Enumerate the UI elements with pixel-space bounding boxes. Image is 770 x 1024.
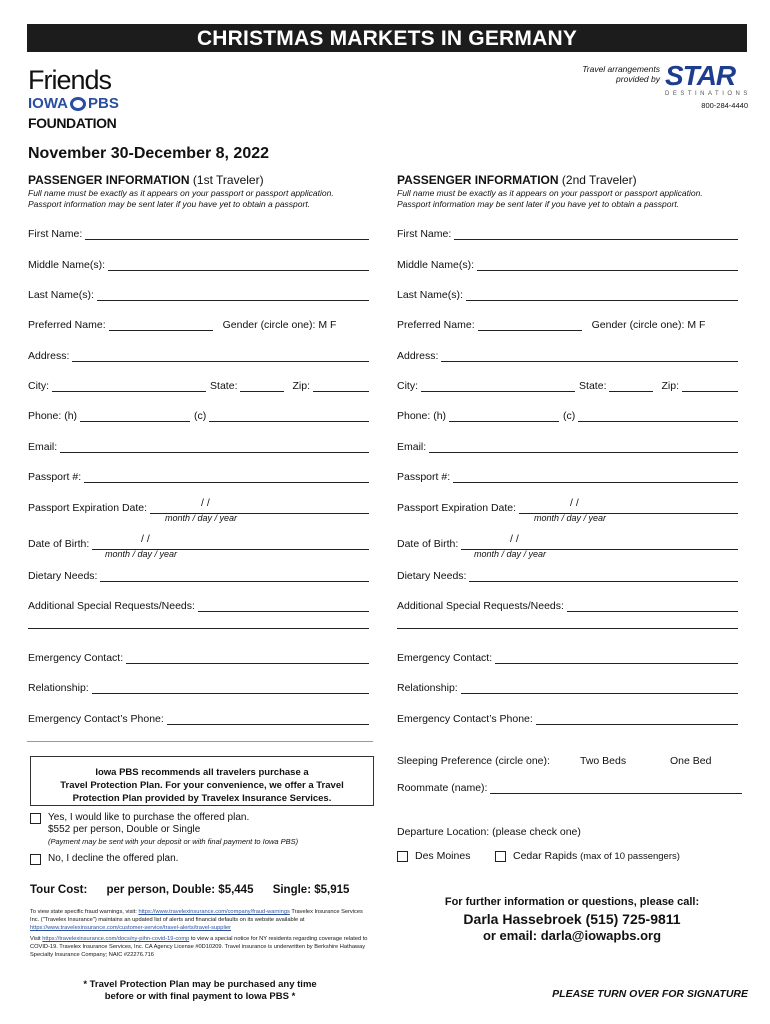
t1-emergency-contact-field xyxy=(28,650,373,664)
t2-passport-expiration-field xyxy=(397,500,742,514)
t1-last-names-input[interactable] xyxy=(97,291,369,301)
t1-emergency-phone-label: Emergency Contact’s Phone: xyxy=(28,713,164,725)
t1-dietary-needs-field xyxy=(28,568,373,582)
t2-passport-expiration-label: Passport Expiration Date: xyxy=(397,502,517,514)
t1-emergency-phone-input[interactable] xyxy=(167,715,369,725)
t2-email-input[interactable] xyxy=(429,443,738,453)
passport-note: Full name must be exactly as it appears on your passport or passport application. Passport information may be sent later if you have yet to obtain a passport. xyxy=(397,188,703,209)
t2-state-label: State: xyxy=(579,380,607,392)
t2-phone-cell-label: (c) xyxy=(563,410,576,422)
t2-city-input[interactable] xyxy=(421,382,575,392)
one-bed-option[interactable]: One Bed xyxy=(670,755,712,767)
t1-city-input[interactable] xyxy=(52,382,206,392)
t2-special-requests-label: Additional Special Requests/Needs: xyxy=(397,600,564,612)
t2-last-names-label: Last Name(s): xyxy=(397,289,463,301)
t2-passport-expiration-slashes: / / xyxy=(570,497,579,509)
t1-passport-expiration-slashes: / / xyxy=(201,497,210,509)
t1-middle-names-label: Middle Name(s): xyxy=(28,259,106,271)
traveler-2-section xyxy=(397,173,742,210)
t1-dietary-needs-label: Dietary Needs: xyxy=(28,570,98,582)
t2-passport-expiration-hint: month / day / year xyxy=(534,513,607,523)
t2-date-of-birth-hint: month / day / year xyxy=(474,549,547,559)
t2-email-label: Email: xyxy=(397,441,427,453)
t1-state-label: State: xyxy=(210,380,238,392)
t2-emergency-phone-field xyxy=(397,711,742,725)
pbs-ring-icon xyxy=(70,97,86,111)
t2-special-requests-input[interactable] xyxy=(567,602,738,612)
t2-middle-names-field xyxy=(397,257,742,271)
star-sub: DESTINATIONS xyxy=(665,91,751,97)
traveler-1-heading: PASSENGER INFORMATION (1st Traveler) xyxy=(28,173,264,187)
t1-date-of-birth-slashes: / / xyxy=(141,533,150,545)
t2-dietary-needs-field xyxy=(397,568,742,582)
travel-by-line2: provided by xyxy=(616,74,660,84)
traveler-2-heading: PASSENGER INFORMATION (2nd Traveler) xyxy=(397,173,637,187)
t2-first-name-input[interactable] xyxy=(454,230,738,240)
roommate-label: Roommate (name): xyxy=(397,782,488,794)
t1-phone-cell-input[interactable] xyxy=(209,412,369,422)
t1-city-state-zip-row xyxy=(28,378,373,392)
t2-gender-label[interactable]: Gender (circle one): M F xyxy=(591,319,706,331)
t2-phone-row xyxy=(397,408,742,422)
t1-emergency-contact-input[interactable] xyxy=(126,654,369,664)
t1-first-name-field xyxy=(28,226,373,240)
t2-special-requests-field xyxy=(397,598,742,612)
t1-preferred-name-label: Preferred Name: xyxy=(28,319,106,331)
logo-iowa-pbs xyxy=(28,94,128,114)
t1-passport-expiration-input[interactable] xyxy=(150,504,369,514)
t1-date-of-birth-label: Date of Birth: xyxy=(28,538,90,550)
t2-passport-expiration-input[interactable] xyxy=(519,504,738,514)
cedar-rapids-hint: (max of 10 passengers) xyxy=(580,850,680,862)
t1-state-input[interactable] xyxy=(240,382,284,392)
t2-state-input[interactable] xyxy=(609,382,653,392)
t1-passport-number-field xyxy=(28,469,373,483)
t1-dietary-needs-input[interactable] xyxy=(100,572,369,582)
cedar-rapids-option xyxy=(495,850,680,862)
t2-preferred-gender-row xyxy=(397,317,742,331)
section-divider xyxy=(27,741,373,742)
t1-date-of-birth-hint: month / day / year xyxy=(105,549,178,559)
t2-date-of-birth-input[interactable] xyxy=(461,540,738,550)
tour-cost-single: Single: $5,915 xyxy=(272,884,350,896)
yes-payment-note: (Payment may be sent with your deposit or with final payment to Iowa PBS) xyxy=(48,837,299,846)
friends-iowa-pbs-logo xyxy=(28,66,128,132)
t2-emergency-contact-field xyxy=(397,650,742,664)
t1-email-label: Email: xyxy=(28,441,58,453)
t2-passport-number-input[interactable] xyxy=(453,473,738,483)
t1-email-field xyxy=(28,439,373,453)
t1-address-field xyxy=(28,348,373,362)
t2-middle-names-label: Middle Name(s): xyxy=(397,259,475,271)
t2-date-of-birth-slashes: / / xyxy=(510,533,519,545)
t1-phone-row xyxy=(28,408,373,422)
t1-special-requests-label: Additional Special Requests/Needs: xyxy=(28,600,195,612)
t2-emergency-phone-input[interactable] xyxy=(536,715,738,725)
t1-date-of-birth-input[interactable] xyxy=(92,540,369,550)
t1-emergency-contact-label: Emergency Contact: xyxy=(28,652,124,664)
t1-passport-expiration-hint: month / day / year xyxy=(165,513,238,523)
t1-special-requests-line2[interactable] xyxy=(28,628,369,629)
t1-passport-number-label: Passport #: xyxy=(28,471,82,483)
t1-phone-cell-label: (c) xyxy=(194,410,207,422)
traveler-1-section xyxy=(28,173,373,210)
no-label: No, I decline the offered plan. xyxy=(48,853,179,864)
t2-middle-names-input[interactable] xyxy=(477,261,738,271)
page-title: CHRISTMAS MARKETS IN GERMANY xyxy=(27,24,747,52)
t1-city-label: City: xyxy=(28,380,49,392)
t1-middle-names-field xyxy=(28,257,373,271)
t2-zip-label: Zip: xyxy=(661,380,679,392)
t2-date-of-birth-label: Date of Birth: xyxy=(397,538,459,550)
t2-relationship-label: Relationship: xyxy=(397,682,458,694)
t2-last-names-input[interactable] xyxy=(466,291,738,301)
t2-address-field xyxy=(397,348,742,362)
t2-date-of-birth-field xyxy=(397,536,742,550)
t1-zip-label: Zip: xyxy=(292,380,310,392)
passport-note: Full name must be exactly as it appears on your passport or passport application. Passport information may be sent later if you have yet to obtain a passport. xyxy=(28,188,334,209)
star-destinations-logo xyxy=(665,62,749,100)
t2-passport-number-field xyxy=(397,469,742,483)
departure-location-label: Departure Location: (please check one) xyxy=(397,826,581,838)
t2-relationship-input[interactable] xyxy=(461,684,738,694)
t1-preferred-gender-row xyxy=(28,317,373,331)
protection-plan-note: * Travel Protection Plan may be purchased any time before or with final payment to Iowa PBS * xyxy=(83,979,317,1002)
contact-info xyxy=(397,896,747,943)
t1-last-names-field xyxy=(28,287,373,301)
t1-email-input[interactable] xyxy=(60,443,369,453)
logo-pbs-text: PBS xyxy=(88,95,119,112)
t2-city-label: City: xyxy=(397,380,418,392)
yes-price: $552 per person, Double or Single xyxy=(48,824,201,835)
t1-relationship-field xyxy=(28,680,373,694)
t2-passport-number-label: Passport #: xyxy=(397,471,451,483)
insurance-yes-option xyxy=(30,812,298,848)
roommate-field xyxy=(397,782,742,794)
t2-dietary-needs-label: Dietary Needs: xyxy=(397,570,467,582)
two-beds-option[interactable]: Two Beds xyxy=(580,755,627,767)
fine-print: To view state specific fraud warnings, visit: https://www.travelexinsurance.com/company/fraud-warnings Travelex Insurance Services Inc. ("Travelex Insurance") maintains an updated list of alerts and financial defaults on its website available at https://www.travelexinsurance.com/customer-service/travel-alerts/travel-supplier Visit https://travelexinsurance.com/docs/ny-pihn-covid-19-comp to view a special notice for NY residents regarding coverage related to COVID-19. Travelex Insurance Services, Inc. CA Agency License #0D10209. Travel insurance is underwritten by Berkshire Hathaway Specialty Insurance Company; NAIC #22276.716 xyxy=(30,909,368,958)
t1-phone-home-input[interactable] xyxy=(80,412,190,422)
travel-by-line1: Travel arrangements xyxy=(582,64,660,74)
t1-first-name-input[interactable] xyxy=(85,230,369,240)
cedar-rapids-checkbox[interactable] xyxy=(495,851,506,862)
t2-preferred-name-input[interactable] xyxy=(478,321,582,331)
t1-middle-names-input[interactable] xyxy=(108,261,369,271)
t1-relationship-label: Relationship: xyxy=(28,682,89,694)
t1-date-of-birth-field xyxy=(28,536,373,550)
travel-alerts-link[interactable]: https://www.travelexinsurance.com/customer-service/travel-alerts/travel-supplier xyxy=(30,925,232,931)
t2-preferred-name-label: Preferred Name: xyxy=(397,319,475,331)
t1-passport-number-input[interactable] xyxy=(84,473,369,483)
t2-first-name-label: First Name: xyxy=(397,228,452,240)
t1-zip-input[interactable] xyxy=(313,382,369,392)
insurance-no-option xyxy=(30,853,178,865)
t2-phone-home-input[interactable] xyxy=(449,412,559,422)
t2-address-label: Address: xyxy=(397,350,439,362)
logo-friends: Friends xyxy=(28,65,112,95)
t1-address-label: Address: xyxy=(28,350,70,362)
t2-address-input[interactable] xyxy=(441,352,738,362)
tour-cost xyxy=(30,884,365,896)
t2-city-state-zip-row xyxy=(397,378,742,392)
logo-iowa-text: IOWA xyxy=(28,95,68,112)
t1-relationship-input[interactable] xyxy=(92,684,369,694)
trip-dates: November 30-December 8, 2022 xyxy=(28,145,270,162)
t1-special-requests-input[interactable] xyxy=(198,602,369,612)
t2-emergency-phone-label: Emergency Contact’s Phone: xyxy=(397,713,533,725)
insurance-no-checkbox[interactable] xyxy=(30,854,41,865)
t1-phone-home-label: Phone: (h) xyxy=(28,410,78,422)
t2-special-requests-line2[interactable] xyxy=(397,628,738,629)
insurance-yes-checkbox[interactable] xyxy=(30,813,41,824)
travel-arrangements-note xyxy=(582,64,660,84)
cedar-rapids-label: Cedar Rapids xyxy=(513,850,578,862)
t2-emergency-contact-input[interactable] xyxy=(495,654,738,664)
contact-email: or email: darla@iowapbs.org xyxy=(482,928,662,943)
t2-last-names-field xyxy=(397,287,742,301)
tour-cost-label: Tour Cost: xyxy=(30,884,88,896)
des-moines-label: Des Moines xyxy=(415,850,471,862)
contact-intro: For further information or questions, please call: xyxy=(444,896,700,908)
roommate-input[interactable] xyxy=(490,784,742,794)
t2-email-field xyxy=(397,439,742,453)
yes-label: Yes, I would like to purchase the offered plan. xyxy=(48,812,250,823)
sleeping-preference-label: Sleeping Preference (circle one): xyxy=(397,755,550,767)
t1-last-names-label: Last Name(s): xyxy=(28,289,94,301)
t1-first-name-label: First Name: xyxy=(28,228,83,240)
t1-special-requests-field xyxy=(28,598,373,612)
t2-relationship-field xyxy=(397,680,742,694)
t1-preferred-name-input[interactable] xyxy=(109,321,213,331)
t2-phone-home-label: Phone: (h) xyxy=(397,410,447,422)
t2-emergency-contact-label: Emergency Contact: xyxy=(397,652,493,664)
t1-emergency-phone-field xyxy=(28,711,373,725)
des-moines-checkbox[interactable] xyxy=(397,851,408,862)
logo-foundation: FOUNDATION xyxy=(28,115,117,131)
t2-dietary-needs-input[interactable] xyxy=(469,572,738,582)
covid-notice-link[interactable]: https://travelexinsurance.com/docs/ny-pihn-covid-19-comp xyxy=(42,936,190,942)
insurance-recommendation-box: Iowa PBS recommends all travelers purchase a Travel Protection Plan. For your convenience, we offer a Travel Protection Plan provided by Travelex Insurance Services. xyxy=(30,756,374,806)
t2-first-name-field xyxy=(397,226,742,240)
turn-over-note: PLEASE TURN OVER FOR SIGNATURE xyxy=(552,988,748,1000)
t1-address-input[interactable] xyxy=(72,352,369,362)
contact-name-phone: Darla Hassebroek (515) 725-9811 xyxy=(463,911,681,927)
fraud-warnings-link[interactable]: https://www.travelexinsurance.com/company/fraud-warnings xyxy=(138,909,290,915)
tour-cost-double: per person, Double: $5,445 xyxy=(106,884,254,896)
des-moines-option xyxy=(397,850,470,862)
star-phone: 800-284-4440 xyxy=(701,101,748,110)
t2-phone-cell-input[interactable] xyxy=(578,412,738,422)
t2-zip-input[interactable] xyxy=(682,382,738,392)
t1-passport-expiration-field xyxy=(28,500,373,514)
t1-gender-label[interactable]: Gender (circle one): M F xyxy=(222,319,337,331)
star-word: STAR xyxy=(665,60,736,91)
t1-passport-expiration-label: Passport Expiration Date: xyxy=(28,502,148,514)
